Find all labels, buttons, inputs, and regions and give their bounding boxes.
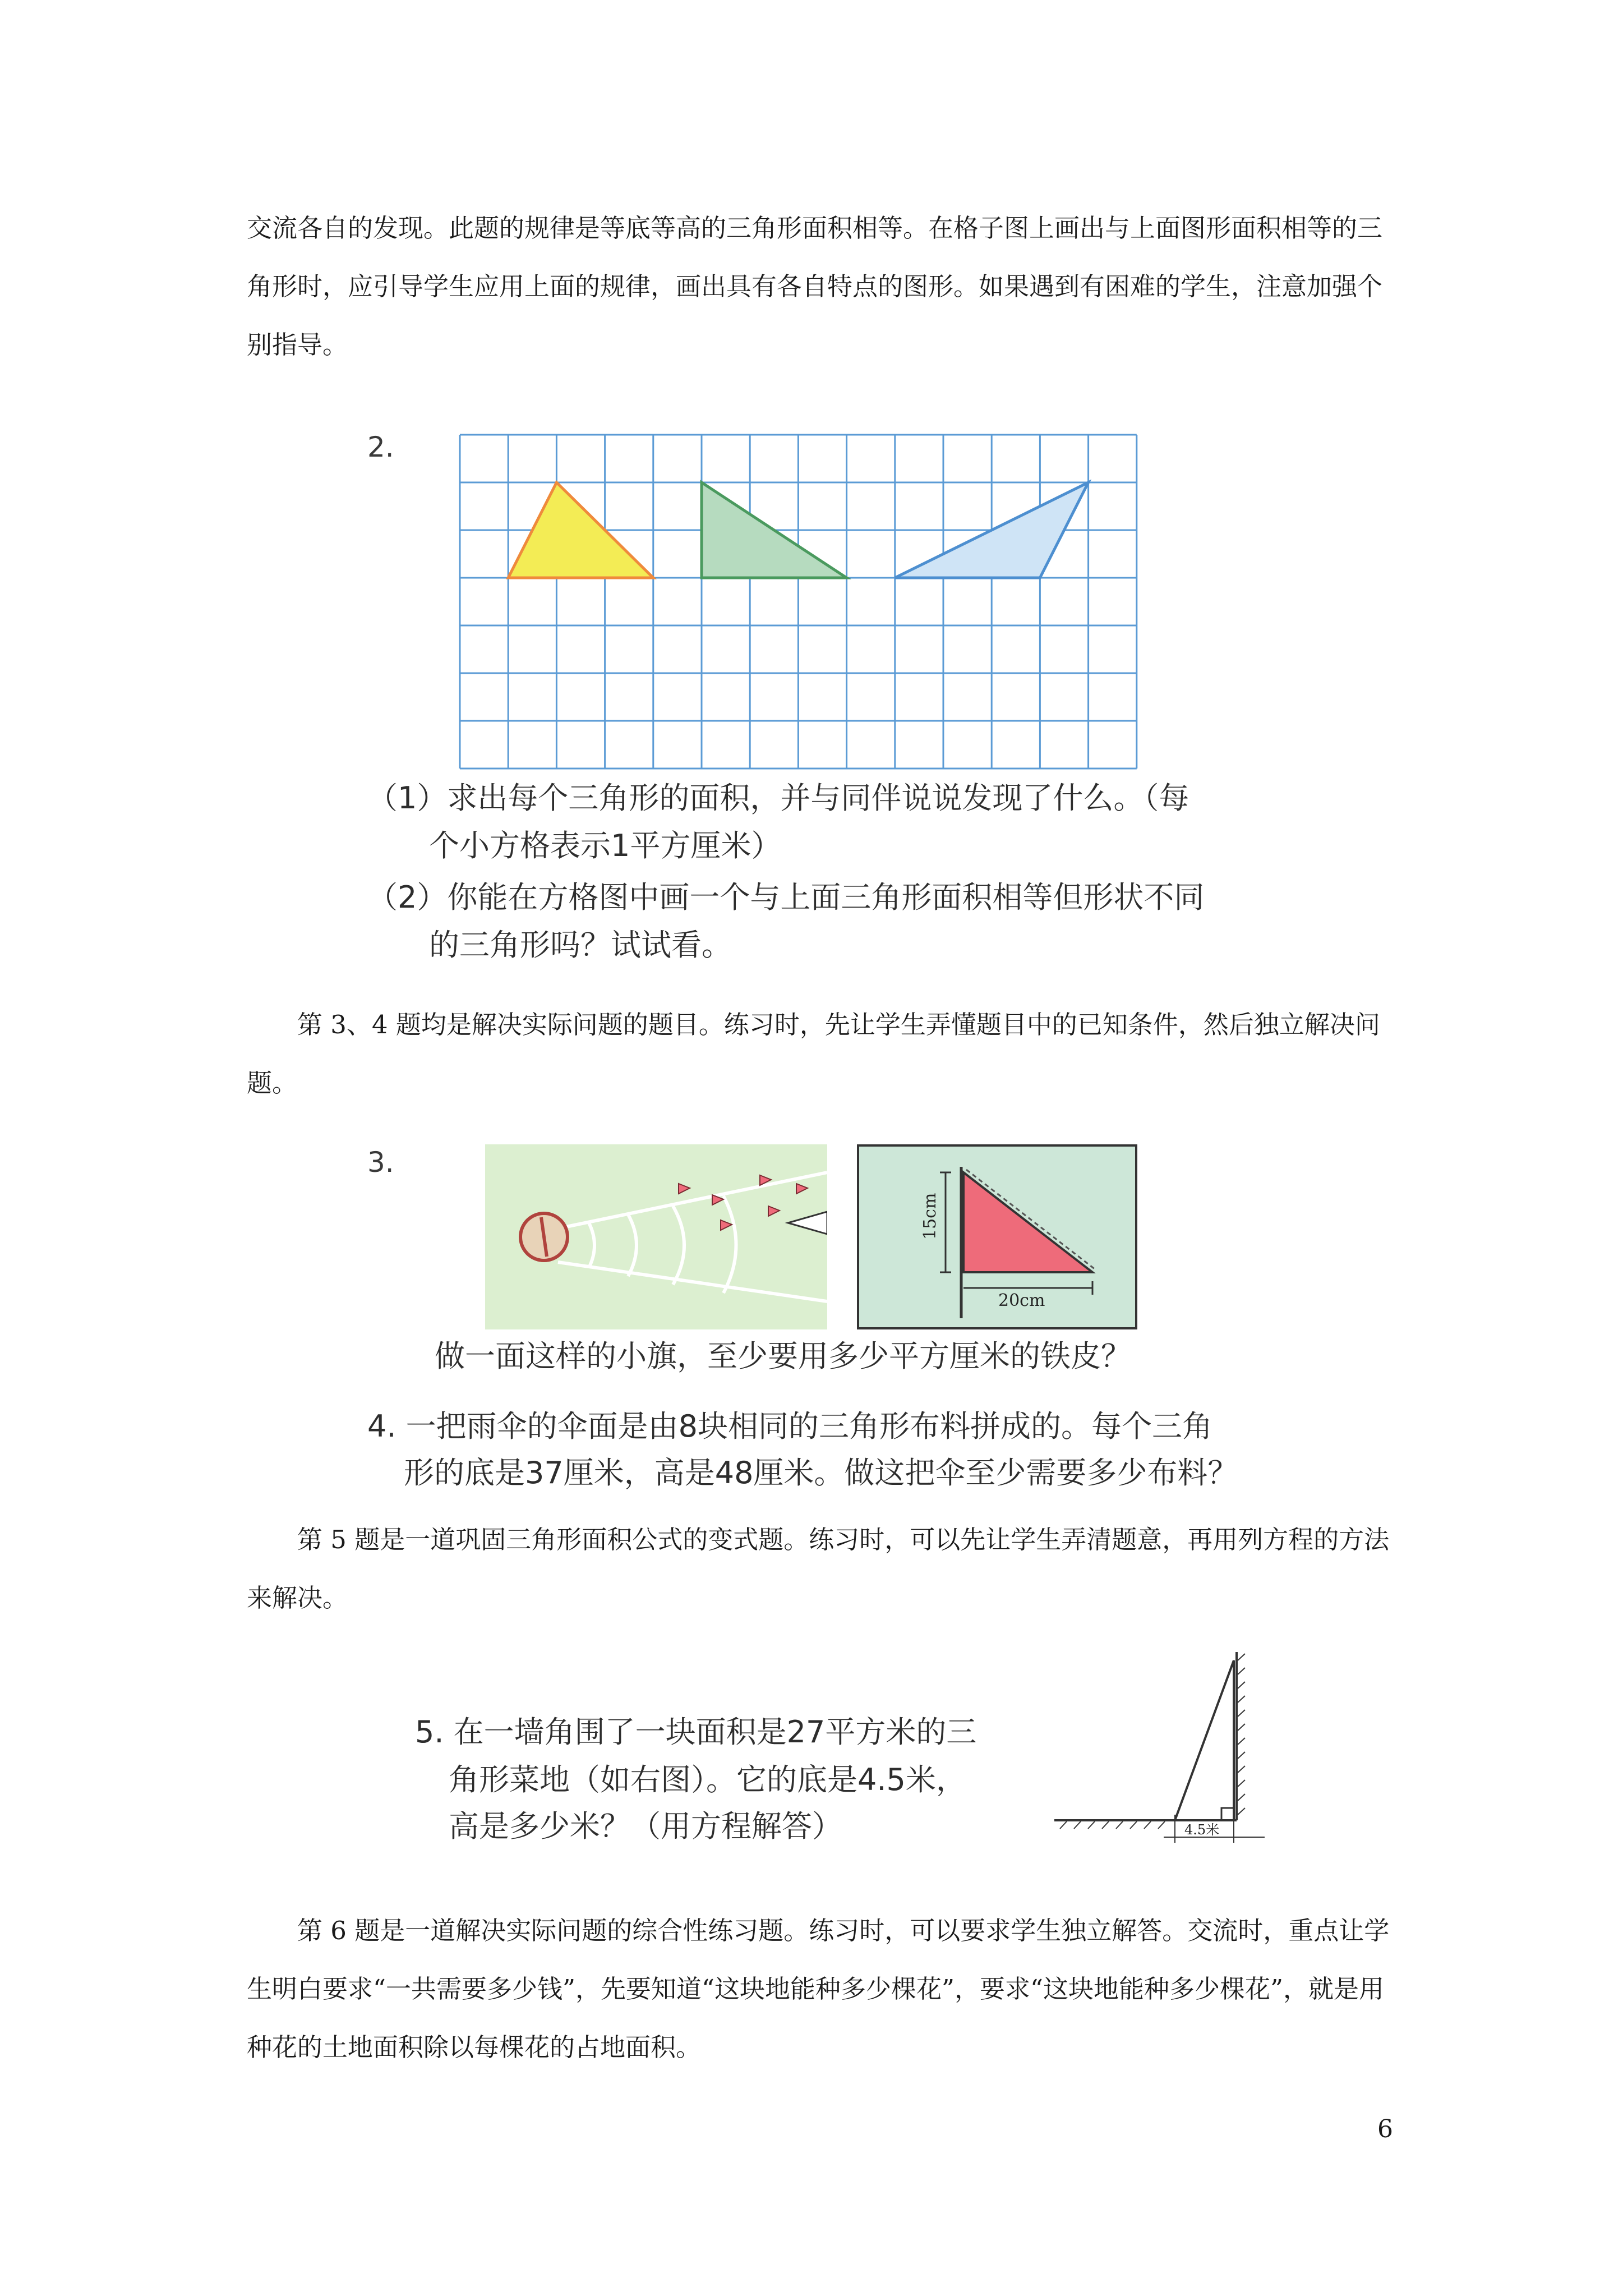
exercise-2-q2-line2: 的三角形吗？试试看。	[429, 927, 732, 963]
exercise-3-number: 3.	[367, 1146, 394, 1179]
paragraph-3: 第 5 题是一道巩固三角形面积公式的变式题。练习时，可以先让学生弄清题意，再用列方程的方法来解决。	[247, 1525, 1390, 1613]
exercise-5-line3: 高是多少米？（用方程解答）	[449, 1809, 842, 1844]
exercise-5-wall-figure	[1054, 1649, 1279, 1851]
paragraph-1: 交流各自的发现。此题的规律是等底等高的三角形面积相等。在格子图上画出与上面图形面积相等的三角形时，应引导学生应用上面的规律，画出具有各自特点的图形。如果遇到有困难的学生，注意加强个别指导。	[247, 213, 1383, 360]
vegetable-plot-triangle	[1175, 1660, 1234, 1820]
plot-base-label: 4.5米	[1184, 1822, 1220, 1838]
height-label: 15cm	[920, 1193, 940, 1240]
exercise-2-q2-line1: （2）你能在方格图中画一个与上面三角形面积相等但形状不同	[367, 880, 1205, 915]
exercise-5-line1: 5. 在一墙角围了一块面积是27平方米的三	[415, 1714, 977, 1750]
exercise-4-line1: 4. 一把雨伞的伞面是由8块相同的三角形布料拼成的。每个三角	[367, 1409, 1213, 1444]
exercise-2-number: 2.	[367, 431, 394, 463]
paragraph-2: 第 3、4 题均是解决实际问题的题目。练习时，先让学生弄懂题目中的已知条件，然后独立解决问题。	[247, 1010, 1380, 1098]
exercise-4-line2: 形的底是37厘米，高是48厘米。做这把伞至少需要多少布料？	[404, 1455, 1238, 1490]
page-number: 6	[1377, 2115, 1393, 2143]
exercise-2-grid-figure	[449, 426, 1166, 774]
exercise-2-q1-line2: 个小方格表示1平方厘米）	[429, 828, 782, 863]
exercise-3-field-figure	[485, 1144, 827, 1329]
grid-lines	[460, 435, 1137, 769]
paragraph-4: 第 6 题是一道解决实际问题的综合性练习题。练习时，可以要求学生独立解答。交流时，重点让学生明白要求“一共需要多少钱”，先要知道“这块地能种多少棵花”，要求“这块地能种多少棵花”，就是用种花的土地面积除以每棵花的占地面积。	[247, 1916, 1390, 2062]
base-label: 20cm	[998, 1291, 1045, 1310]
exercise-2-q1-line1: （1）求出每个三角形的面积，并与同伴说说发现了什么。（每	[367, 780, 1189, 816]
exercise-5-line2: 角形菜地（如右图）。它的底是4.5米，	[449, 1762, 966, 1797]
exercise-3-flag-inset	[857, 1144, 1137, 1329]
exercise-3-question: 做一面这样的小旗，至少要用多少平方厘米的铁皮？	[435, 1338, 1131, 1374]
